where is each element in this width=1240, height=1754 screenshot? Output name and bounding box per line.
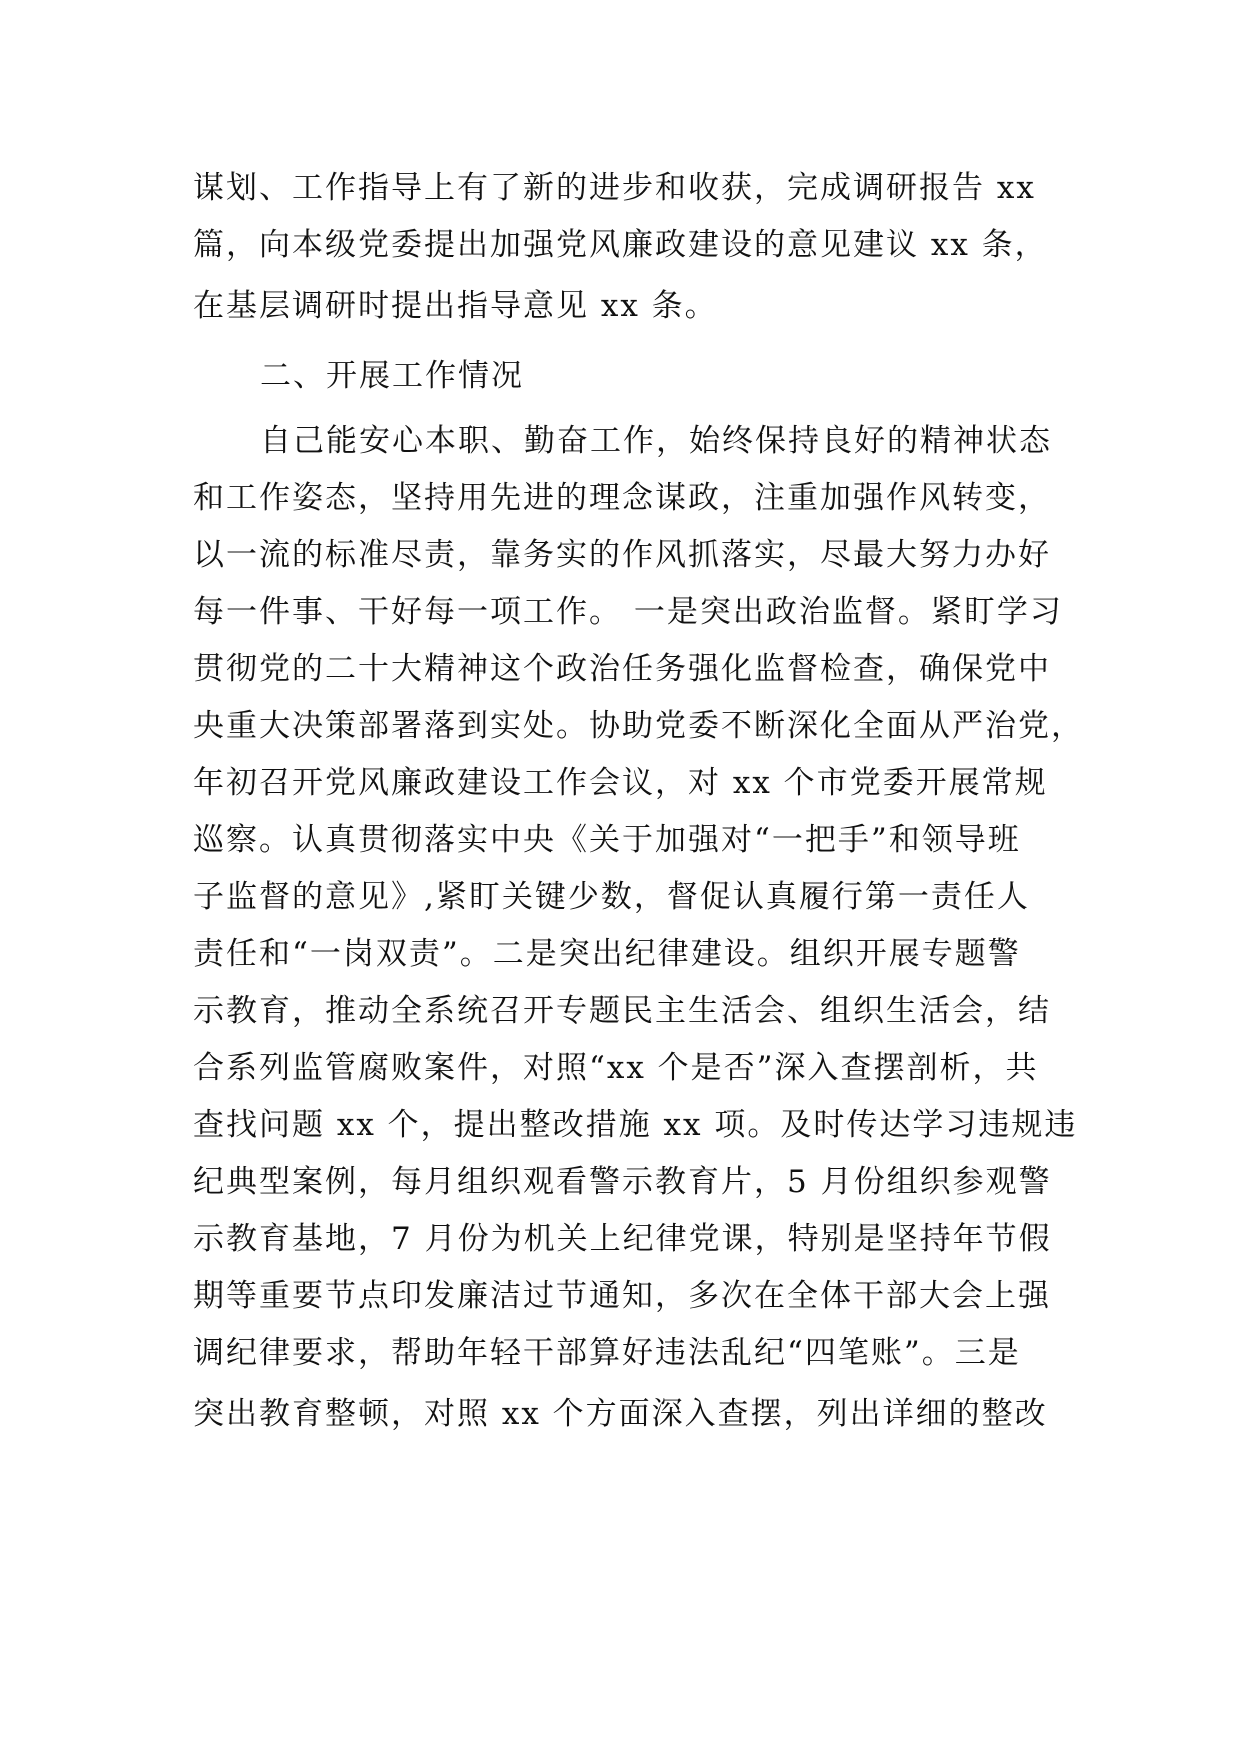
text-line: 示教育，推动全系统召开专题民主生活会、组织生活会，结 bbox=[193, 993, 1051, 1029]
text-line: 期等重要节点印发廉洁过节通知，多次在全体干部大会上强 bbox=[193, 1278, 1051, 1314]
text-line: 在基层调研时提出指导意见 xx 条。 bbox=[193, 288, 718, 324]
text-line: 贯彻党的二十大精神这个政治任务强化监督检查，确保党中 bbox=[193, 651, 1051, 687]
text-line: 和工作姿态，坚持用先进的理念谋政，注重加强作风转变， bbox=[193, 480, 1051, 516]
text-line: 年初召开党风廉政建设工作会议，对 xx 个市党委开展常规 bbox=[193, 765, 1048, 801]
text-line: 责任和“一岗双责”。二是突出纪律建设。组织开展专题警 bbox=[193, 936, 1021, 972]
text-line: 合系列监管腐败案件，对照“xx 个是否”深入查摆剖析，共 bbox=[193, 1050, 1039, 1086]
text-line: 突出教育整顿，对照 xx 个方面深入查摆，列出详细的整改 bbox=[193, 1396, 1048, 1432]
text-line: 查找问题 xx 个，提出整改措施 xx 项。及时传达学习违规违 bbox=[193, 1107, 1078, 1143]
text-line: 央重大决策部署落到实处。协助党委不断深化全面从严治党， bbox=[193, 708, 1084, 744]
paragraph-first-line: 自己能安心本职、勤奋工作，始终保持良好的精神状态 bbox=[260, 423, 1052, 459]
text-line: 巡察。认真贯彻落实中央《关于加强对“一把手”和领导班 bbox=[193, 822, 1021, 858]
text-line: 纪典型案例，每月组织观看警示教育片，5 月份组织参观警 bbox=[193, 1164, 1052, 1200]
text-line: 示教育基地，7 月份为机关上纪律党课，特别是坚持年节假 bbox=[193, 1221, 1052, 1257]
text-line: 每一件事、干好每一项工作。 一是突出政治监督。紧盯学习 bbox=[193, 594, 1063, 630]
text-line: 调纪律要求，帮助年轻干部算好违法乱纪“四笔账”。三是 bbox=[193, 1335, 1021, 1371]
text-line: 以一流的标准尽责，靠务实的作风抓落实，尽最大努力办好 bbox=[193, 537, 1051, 573]
text-line: 谋划、工作指导上有了新的进步和收获，完成调研报告 xx bbox=[193, 170, 1036, 206]
text-line: 篇，向本级党委提出加强党风廉政建设的意见建议 xx 条， bbox=[193, 227, 1048, 263]
text-line: 子监督的意见》,紧盯关键少数，督促认真履行第一责任人 bbox=[193, 879, 1030, 915]
section-heading: 二、开展工作情况 bbox=[260, 358, 524, 394]
